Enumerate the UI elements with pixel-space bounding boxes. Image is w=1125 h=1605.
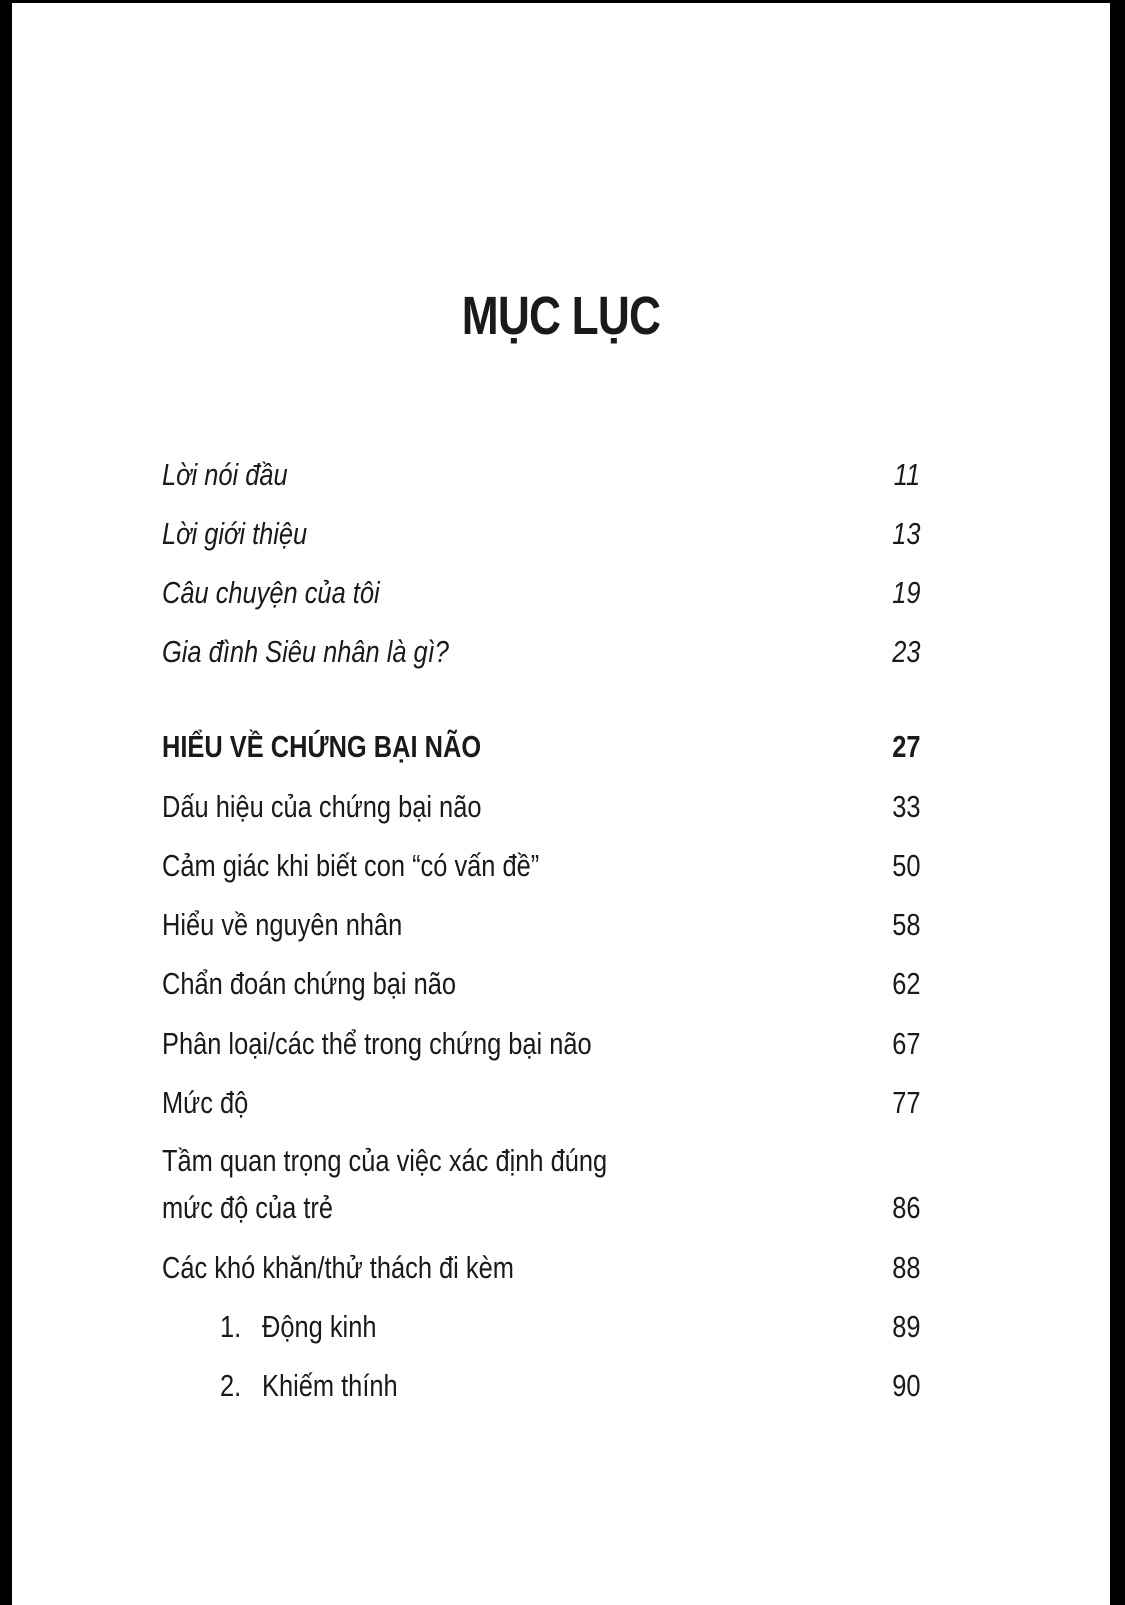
- toc-entry-label: Chẩn đoán chứng bại não: [162, 966, 457, 1001]
- toc-sub-entry: [162, 1366, 920, 1406]
- toc-entry: [162, 905, 920, 945]
- toc-entry-front-matter: [162, 455, 920, 495]
- page-title: MỤC LỤC: [461, 286, 661, 346]
- toc-entry-label: Động kinh: [262, 1309, 377, 1344]
- toc-entry-page: 67: [891, 1026, 920, 1061]
- toc-entry-page: 33: [891, 789, 920, 824]
- toc-entry-label: Câu chuyện của tôi: [162, 575, 380, 610]
- table-of-contents: [162, 3, 920, 1605]
- toc-entry: [162, 964, 920, 1004]
- toc-entry-page: 23: [891, 634, 920, 669]
- toc-entry-label: Các khó khăn/thử thách đi kèm: [162, 1250, 514, 1285]
- toc-entry: [162, 1024, 920, 1064]
- toc-entry-label: Cảm giác khi biết con “có vấn đề”: [162, 848, 540, 883]
- toc-entry-label: Dấu hiệu của chứng bại não: [162, 789, 482, 824]
- toc-entry-page: 90: [891, 1368, 920, 1403]
- toc-entry-label-line1: Tầm quan trọng của việc xác định đúng: [162, 1143, 608, 1178]
- toc-entry-page: 50: [891, 848, 920, 883]
- toc-entry-page: 11: [893, 457, 920, 492]
- toc-entry-label: Lời giới thiệu: [162, 516, 308, 551]
- toc-entry-front-matter: [162, 573, 920, 613]
- toc-entry-multiline: [162, 1141, 920, 1225]
- toc-chapter-heading: [162, 727, 920, 767]
- toc-entry-page: 88: [891, 1250, 920, 1285]
- toc-entry: [162, 1083, 920, 1123]
- toc-entry-front-matter: [162, 632, 920, 672]
- list-number: 2.: [220, 1368, 242, 1403]
- toc-entry-label: Lời nói đầu: [162, 457, 288, 492]
- toc-entry-page: 89: [891, 1309, 920, 1344]
- toc-entry-page: 62: [891, 966, 920, 1001]
- toc-entry-page: 58: [891, 907, 920, 942]
- toc-entry-page: 13: [891, 516, 920, 551]
- toc-entry-label: Gia đình Siêu nhân là gì?: [162, 634, 449, 669]
- toc-entry-label-line2: mức độ của trẻ: [162, 1190, 334, 1225]
- toc-sub-entry: [162, 1307, 920, 1347]
- list-number: 1.: [220, 1309, 242, 1344]
- toc-entry-page: 86: [891, 1190, 920, 1225]
- toc-entry: [162, 787, 920, 827]
- toc-entry-front-matter: [162, 514, 920, 554]
- toc-entry-label: Mức độ: [162, 1085, 249, 1120]
- toc-entry-page: 77: [891, 1085, 920, 1120]
- chapter-title: HIỂU VỀ CHỨNG BẠI NÃO: [162, 729, 482, 764]
- toc-entry-label: Khiếm thính: [262, 1368, 398, 1403]
- toc-entry-page: 19: [891, 575, 920, 610]
- book-page: [12, 3, 1110, 1605]
- toc-entry: [162, 846, 920, 886]
- toc-entry: [162, 1248, 920, 1288]
- toc-entry-label: Phân loại/các thể trong chứng bại não: [162, 1026, 592, 1061]
- chapter-page: 27: [891, 729, 920, 764]
- toc-entry-label: Hiểu về nguyên nhân: [162, 907, 403, 942]
